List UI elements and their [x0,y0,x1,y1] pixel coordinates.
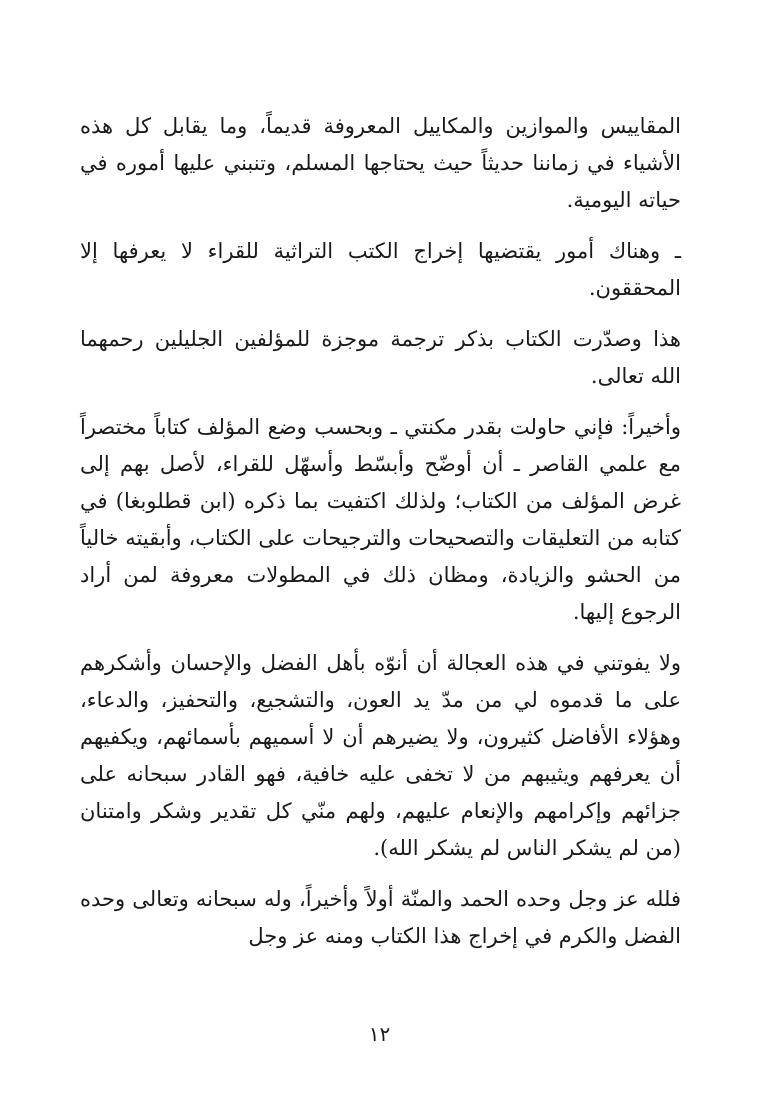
paragraph-1: المقاييس والموازين والمكاييل المعروفة قديماً، وما يقابل كل هذه الأشياء في زماننا حديثاً حيث يحتاجها المسلم، وتنبني عليها أموره في حياته اليومية. [80,114,681,212]
paragraph-6: فلله عز وجل وحده الحمد والمنّة أولاً وأخيراً، وله سبحانه وتعالى وحده الفضل والكرم في إخراج هذا الكتاب ومنه عز وجل [80,887,681,948]
page-number: ١٢ [368,1022,391,1046]
paragraph-4: وأخيراً: فإني حاولت بقدر مكنتي ـ وبحسب وضع المؤلف كتاباً مختصراً مع علمي القاصر ـ أن أوضّح وأبسّط وأسهّل للقراء، لأصل بهم إلى غرض المؤلف من الكتاب؛ ولذلك اكتفيت بما ذكره (ابن قطلوبغا) في كتابه من التعليقات والتصحيحات والترجيحات على الكتاب، وأبقيته خالياً من الحشو والزيادة، ومظان ذلك في المطولات معروفة لمن أراد الرجوع إليها. [80,415,681,624]
page-body [80,108,681,955]
paragraph-3: هذا وصدّرت الكتاب بذكر ترجمة موجزة للمؤلفين الجليلين رحمهما الله تعالى. [80,327,681,388]
paragraph-5: ولا يفوتني في هذه العجالة أن أنوّه بأهل الفضل والإحسان وأشكرهم على ما قدموه لي من مدّ يد العون، والتشجيع، والتحفيز، والدعاء، وهؤلاء الأفاضل كثيرون، ولا يضيرهم أن لا أسميهم بأسمائهم، ويكفيهم أن يعرفهم ويثيبهم من لا تخفى عليه خافية، فهو القادر سبحانه على جزائهم وإكرامهم والإنعام عليهم، ولهم منّي كل تقدير وشكر وامتنان (من لم يشكر الناس لم يشكر الله). [80,651,681,860]
paragraph-2: ـ وهناك أمور يقتضيها إخراج الكتب التراثية للقراء لا يعرفها إلا المحققون. [80,239,681,300]
